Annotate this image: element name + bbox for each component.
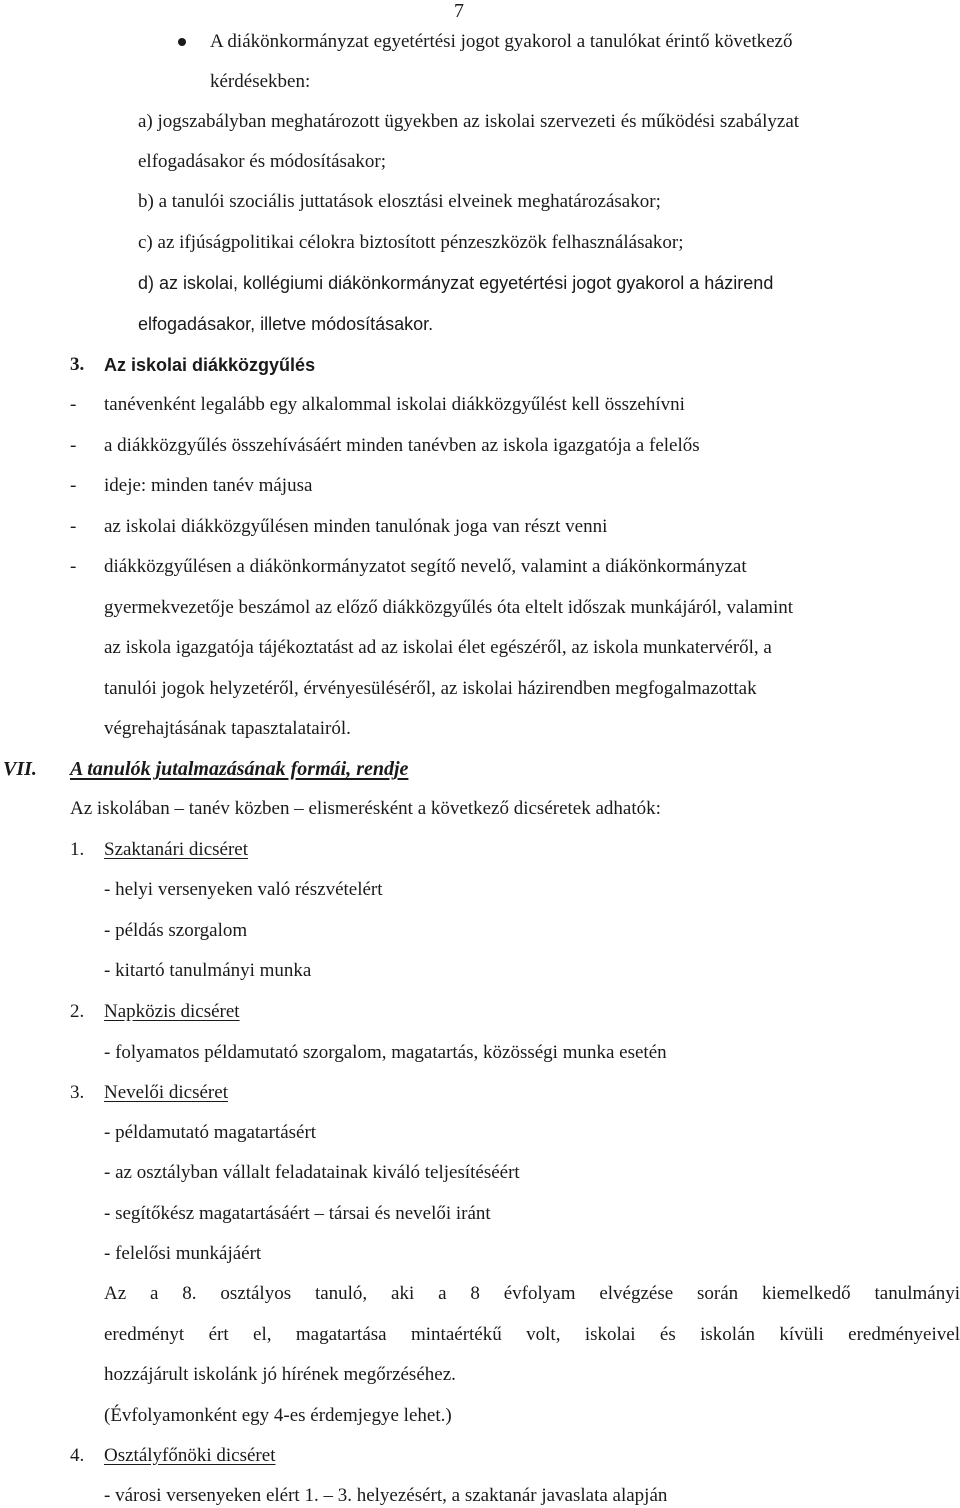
word: 8. [182, 1283, 197, 1304]
award-item: - példás szorgalom [104, 920, 248, 941]
word: során [697, 1283, 739, 1304]
award-title: Osztályfőnöki dicséret [104, 1445, 276, 1466]
word: osztályos [220, 1283, 292, 1304]
word: aki [391, 1283, 415, 1304]
award-title: Szaktanári dicséret [104, 839, 249, 860]
word: volt, [526, 1324, 561, 1345]
word: a [150, 1283, 159, 1304]
list-item: tanévenként legalább egy alkalommal iskolai diákközgyűlést kell összehívni [104, 394, 685, 415]
word: és [659, 1324, 676, 1345]
bullet-text-line: kérdésekben: [210, 71, 311, 92]
list-item-cont: gyermekvezetője beszámol az előző diákközgyűlés óta eltelt időszak munkájáról, valamint [104, 597, 794, 618]
word: évfolyam [503, 1283, 576, 1304]
word: eredményeivel [848, 1324, 960, 1345]
page-number: 7 [454, 0, 464, 22]
intro-item-c: c) az ifjúságpolitikai célokra biztosított pénzeszközök felhasználásakor; [138, 232, 684, 253]
list-dash: - [70, 516, 77, 537]
word: 8 [470, 1283, 480, 1304]
list-item: az iskolai diákközgyűlésen minden tanulónak joga van részt venni [104, 516, 608, 537]
chapter-numeral: VII. [3, 758, 37, 780]
word: eredményt [104, 1324, 185, 1345]
award-item: - segítőkész magatartásáért – társai és nevelői iránt [104, 1203, 491, 1224]
section-3-number: 3. [70, 354, 85, 375]
award-item: - folyamatos példamutató szorgalom, magatartás, közösségi munka esetén [104, 1042, 667, 1063]
award-title: Nevelői dicséret [104, 1082, 228, 1103]
award-item: - az osztályban vállalt feladatainak kiváló teljesítéséért [104, 1162, 520, 1183]
word: ért [208, 1324, 229, 1345]
award-item: - felelősi munkájáért [104, 1243, 262, 1264]
word: magatartása [295, 1324, 387, 1345]
word: kívüli [779, 1324, 824, 1345]
list-dash: - [70, 435, 77, 456]
word: iskolai [584, 1324, 636, 1345]
word: a [438, 1283, 447, 1304]
chapter-intro: Az iskolában – tanév közben – elismerésként a következő dicséretek adhatók: [70, 798, 661, 819]
intro-item-d: d) az iskolai, kollégiumi diákönkormányzat egyetértési jogot gyakorol a házirend [138, 273, 774, 293]
word: Az [104, 1283, 127, 1304]
word: elvégzése [599, 1283, 674, 1304]
award-number: 3. [70, 1082, 85, 1103]
word: mintaértékű [411, 1324, 502, 1345]
award-note: (Évfolyamonként egy 4-es érdemjegye lehet.) [104, 1405, 452, 1426]
section-3-title: Az iskolai diákközgyűlés [104, 355, 316, 375]
list-item: a diákközgyűlés összehívásáért minden tanévben az iskola igazgatója a felelős [104, 435, 700, 456]
award-item: - példamutató magatartásért [104, 1122, 317, 1143]
list-item-cont: tanulói jogok helyzetéről, érvényesüléséről, az iskolai házirendben megfogalmazottak [104, 678, 757, 699]
list-item: diákközgyűlésen a diákönkormányzatot segítő nevelő, valamint a diákönkormányzat [104, 556, 747, 577]
award-item: - helyi versenyeken való részvételért [104, 879, 383, 900]
bullet-icon [178, 38, 186, 46]
award-paragraph-line: hozzájárult iskolánk jó hírének megőrzéséhez. [104, 1364, 456, 1385]
award-title: Napközis dicséret [104, 1001, 240, 1022]
award-number: 4. [70, 1445, 85, 1466]
word: el, [253, 1324, 272, 1345]
list-item: ideje: minden tanév májusa [104, 475, 313, 496]
word: tanulmányi [874, 1283, 960, 1304]
award-number: 1. [70, 839, 85, 860]
list-item-cont: az iskola igazgatója tájékoztatást ad az iskolai élet egészéről, az iskola munkatervéről, a [104, 637, 772, 658]
word: tanuló, [314, 1283, 368, 1304]
award-paragraph-line [104, 1282, 960, 1306]
intro-item-a: a) jogszabályban meghatározott ügyekben az iskolai szervezeti és működési szabályzat [138, 111, 800, 132]
award-paragraph-line [104, 1323, 960, 1347]
list-item-cont: végrehajtásának tapasztalatairól. [104, 718, 351, 739]
intro-item-a-cont: elfogadásakor és módosításakor; [138, 151, 386, 172]
award-item: - városi versenyeken elért 1. – 3. helyezésért, a szaktanár javaslata alapján [104, 1485, 668, 1506]
bullet-text-line: A diákönkormányzat egyetértési jogot gyakorol a tanulókat érintő következő [210, 31, 793, 52]
award-number: 2. [70, 1001, 85, 1022]
list-dash: - [70, 394, 77, 415]
intro-item-b: b) a tanulói szociális juttatások elosztási elveinek meghatározásakor; [138, 191, 661, 212]
list-dash: - [70, 556, 77, 577]
chapter-title: A tanulók jutalmazásának formái, rendje [70, 758, 409, 780]
word: kiemelkedő [762, 1283, 851, 1304]
list-dash: - [70, 475, 77, 496]
award-item: - kitartó tanulmányi munka [104, 960, 312, 981]
word: iskolán [700, 1324, 756, 1345]
intro-item-d-cont: elfogadásakor, illetve módosításakor. [138, 314, 434, 334]
